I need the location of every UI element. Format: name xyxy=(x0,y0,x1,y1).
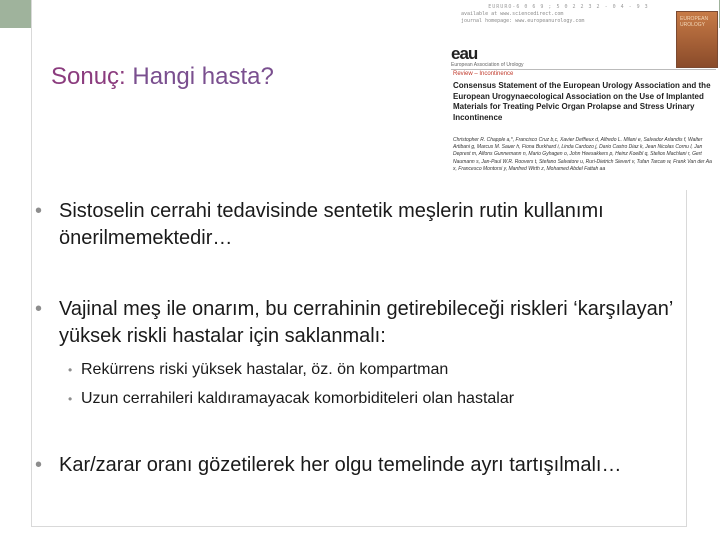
paper-divider xyxy=(451,69,716,70)
eau-logo-subtitle: European Association of Urology xyxy=(451,62,524,68)
bullet-item xyxy=(35,452,679,479)
paper-meta-line-1: available at www.sciencedirect.com xyxy=(461,11,564,17)
sub-bullet-item xyxy=(68,389,514,409)
title-prefix: Sonuç: xyxy=(51,63,133,90)
bullet-item xyxy=(35,296,679,350)
bullet-dot: • xyxy=(35,200,43,222)
paper-doi: EURURO-6 0 6 9 ; 5 0 2 2 3 2 - 0 4 - 9 3 xyxy=(488,4,649,10)
journal-cover xyxy=(676,11,718,68)
bullet-text: Kar/zarar oranı gözetilerek her olgu temelinde ayrı tartışılmalı… xyxy=(59,454,622,476)
bullet-text: Sistoselin cerrahi tedavisinde sentetik meşlerin rutin kullanımı önerilmemektedir… xyxy=(59,200,604,249)
paper-title: Consensus Statement of the European Urology Association and the European Urogynaecological Association on the Use of Implanted Materials for Treating Pelvic Organ Prolapse and Stress Urinary Incontinence xyxy=(453,81,711,122)
journal-cover-text: EUROPEAN UROLOGY xyxy=(680,16,709,28)
sub-bullet-item xyxy=(68,360,448,380)
bullet-dot: • xyxy=(35,298,43,320)
paper-meta-line-2: journal homepage: www.europeanurology.com xyxy=(461,18,585,24)
paper-authors: Christopher R. Chapple a,*, Francisco Cruz b,c, Xavier Deffieux d, Alfredo L. Milani e, Salvador Arlandis f, Walter Artibani g, Marcus M. Sauer h, Fiona Burkhard i, Linda Cardozo j, Dario Castro Diaz k, Jean Nicolas Cornu l, Jan Deprest m, Alfons Gunnemann n, Mario Gyhagen o, John Heesakkers p, Heinz Koelbl q, Stelios Machlani r, Gert Naumann s, Jan-Paul W.R. Roovers t, Stefano Salvatore u, Ruri-Dietrich Sievert v, Tufan Tarcan w, Frank Van der Aa x, Francesco Montorsi y, Manfred Wirth z, Mohamed Abdel Fattah aa xyxy=(453,137,712,172)
title-rest: Hangi hasta? xyxy=(132,63,274,90)
sub-bullet-text: Rekürrens riski yüksek hastalar, öz. ön kompartman xyxy=(81,361,449,378)
paper-meta xyxy=(461,4,676,25)
sub-bullet-text: Uzun cerrahileri kaldıramayacak komorbiditeleri olan hastalar xyxy=(81,390,515,407)
bullet-item xyxy=(35,198,679,252)
bullet-dot: • xyxy=(68,363,73,377)
paper-category: Review – Incontinence xyxy=(453,71,514,77)
paper-header-image xyxy=(445,0,719,190)
bullet-dot: • xyxy=(68,392,73,406)
bullet-dot: • xyxy=(35,454,43,476)
bullet-text: Vajinal meş ile onarım, bu cerrahinin getirebileceği riskleri ‘karşılayan’ yüksek riskli hastalar için saklanmalı: xyxy=(59,298,673,347)
slide-title xyxy=(51,63,274,91)
eau-logo: eau xyxy=(451,44,478,63)
